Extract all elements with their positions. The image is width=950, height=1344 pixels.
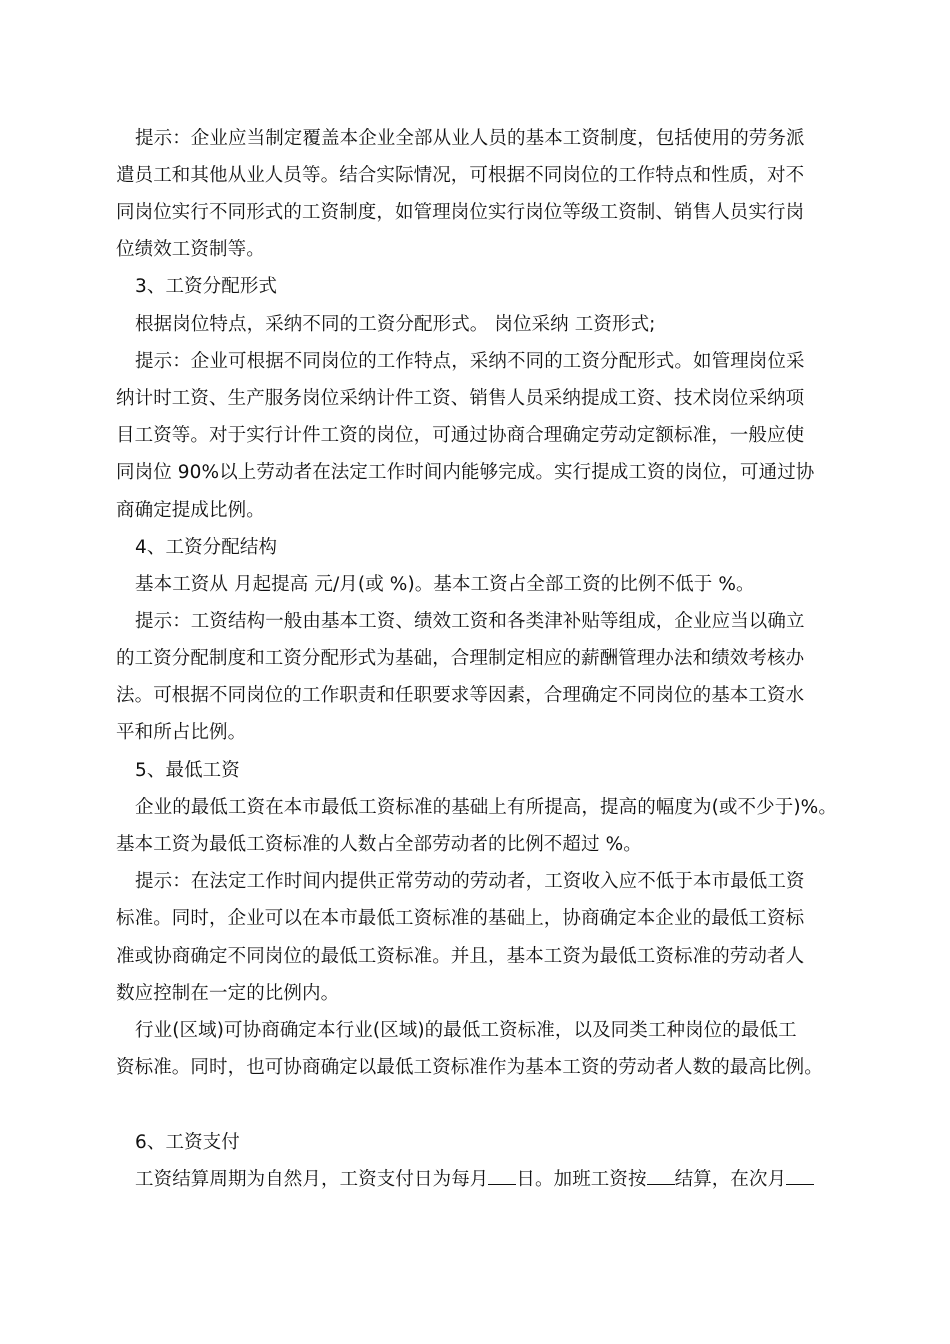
paragraph-line: 提示：在法定工作时间内提供正常劳动的劳动者，工资收入应不低于本市最低工资 (135, 871, 805, 892)
paragraph-line: 准或协商确定不同岗位的最低工资标准。并且，基本工资为最低工资标准的劳动者人 (116, 946, 805, 967)
paragraph-line: 数应控制在一定的比例内。 (116, 983, 340, 1004)
payment-text-3: 结算，在次月 (674, 1169, 787, 1190)
paragraph-line: 法。可根据不同岗位的工作职责和任职要求等因素，合理确定不同岗位的基本工资水 (116, 685, 805, 706)
section-heading: 3、工资分配形式 (135, 276, 278, 297)
paragraph-line: 同岗位 90%以上劳动者在法定工作时间内能够完成。实行提成工资的岗位，可通过协 (116, 462, 815, 483)
section-heading: 6、工资支付 (135, 1132, 240, 1153)
paragraph-line: 提示：工资结构一般由基本工资、绩效工资和各类津补贴等组成，企业应当以确立 (135, 611, 805, 632)
paragraph-line: 遣员工和其他从业人员等。结合实际情况，可根据不同岗位的工作特点和性质，对不 (116, 165, 805, 186)
paragraph-line: 提示：企业可根据不同岗位的工作特点，采纳不同的工资分配形式。如管理岗位采 (135, 351, 805, 372)
blank-next-month (786, 1166, 814, 1185)
paragraph-line: 平和所占比例。 (116, 722, 247, 743)
paragraph-line: 企业的最低工资在本市最低工资标准的基础上有所提高，提高的幅度为(或不少于)%。 (135, 797, 837, 818)
blank-overtime-basis (647, 1166, 675, 1185)
paragraph-line: 同岗位实行不同形式的工资制度，如管理岗位实行岗位等级工资制、销售人员实行岗 (116, 202, 805, 223)
paragraph-line: 基本工资从 月起提高 元/月(或 %)。基本工资占全部工资的比例不低于 %。 (135, 574, 755, 595)
section-heading: 4、工资分配结构 (135, 537, 278, 558)
paragraph-line: 提示：企业应当制定覆盖本企业全部从业人员的基本工资制度，包括使用的劳务派 (135, 128, 805, 149)
paragraph-line: 资标准。同时，也可协商确定以最低工资标准作为基本工资的劳动者人数的最高比例。 (116, 1057, 823, 1078)
paragraph-line: 目工资等。对于实行计件工资的岗位，可通过协商合理确定劳动定额标准，一般应使 (116, 425, 805, 446)
paragraph-line: 根据岗位特点，采纳不同的工资分配形式。 岗位采纳 工资形式; (135, 314, 656, 335)
payment-terms-line (135, 1161, 845, 1198)
paragraph-line: 基本工资为最低工资标准的人数占全部劳动者的比例不超过 %。 (116, 834, 642, 855)
blank-payday (488, 1166, 516, 1185)
paragraph-line: 标准。同时，企业可以在本市最低工资标准的基础上，协商确定本企业的最低工资标 (116, 908, 805, 929)
payment-text-1: 工资结算周期为自然月，工资支付日为每月 (135, 1169, 489, 1190)
payment-text-2: 日。加班工资按 (516, 1169, 647, 1190)
paragraph-line: 商确定提成比例。 (116, 500, 265, 521)
paragraph-line: 位绩效工资制等。 (116, 239, 265, 260)
paragraph-line: 纳计时工资、生产服务岗位采纳计件工资、销售人员采纳提成工资、技术岗位采纳项 (116, 388, 805, 409)
paragraph-line: 行业(区域)可协商确定本行业(区域)的最低工资标准，以及同类工种岗位的最低工 (135, 1020, 797, 1041)
paragraph-line: 的工资分配制度和工资分配形式为基础，合理制定相应的薪酬管理办法和绩效考核办 (116, 648, 805, 669)
section-heading: 5、最低工资 (135, 760, 240, 781)
